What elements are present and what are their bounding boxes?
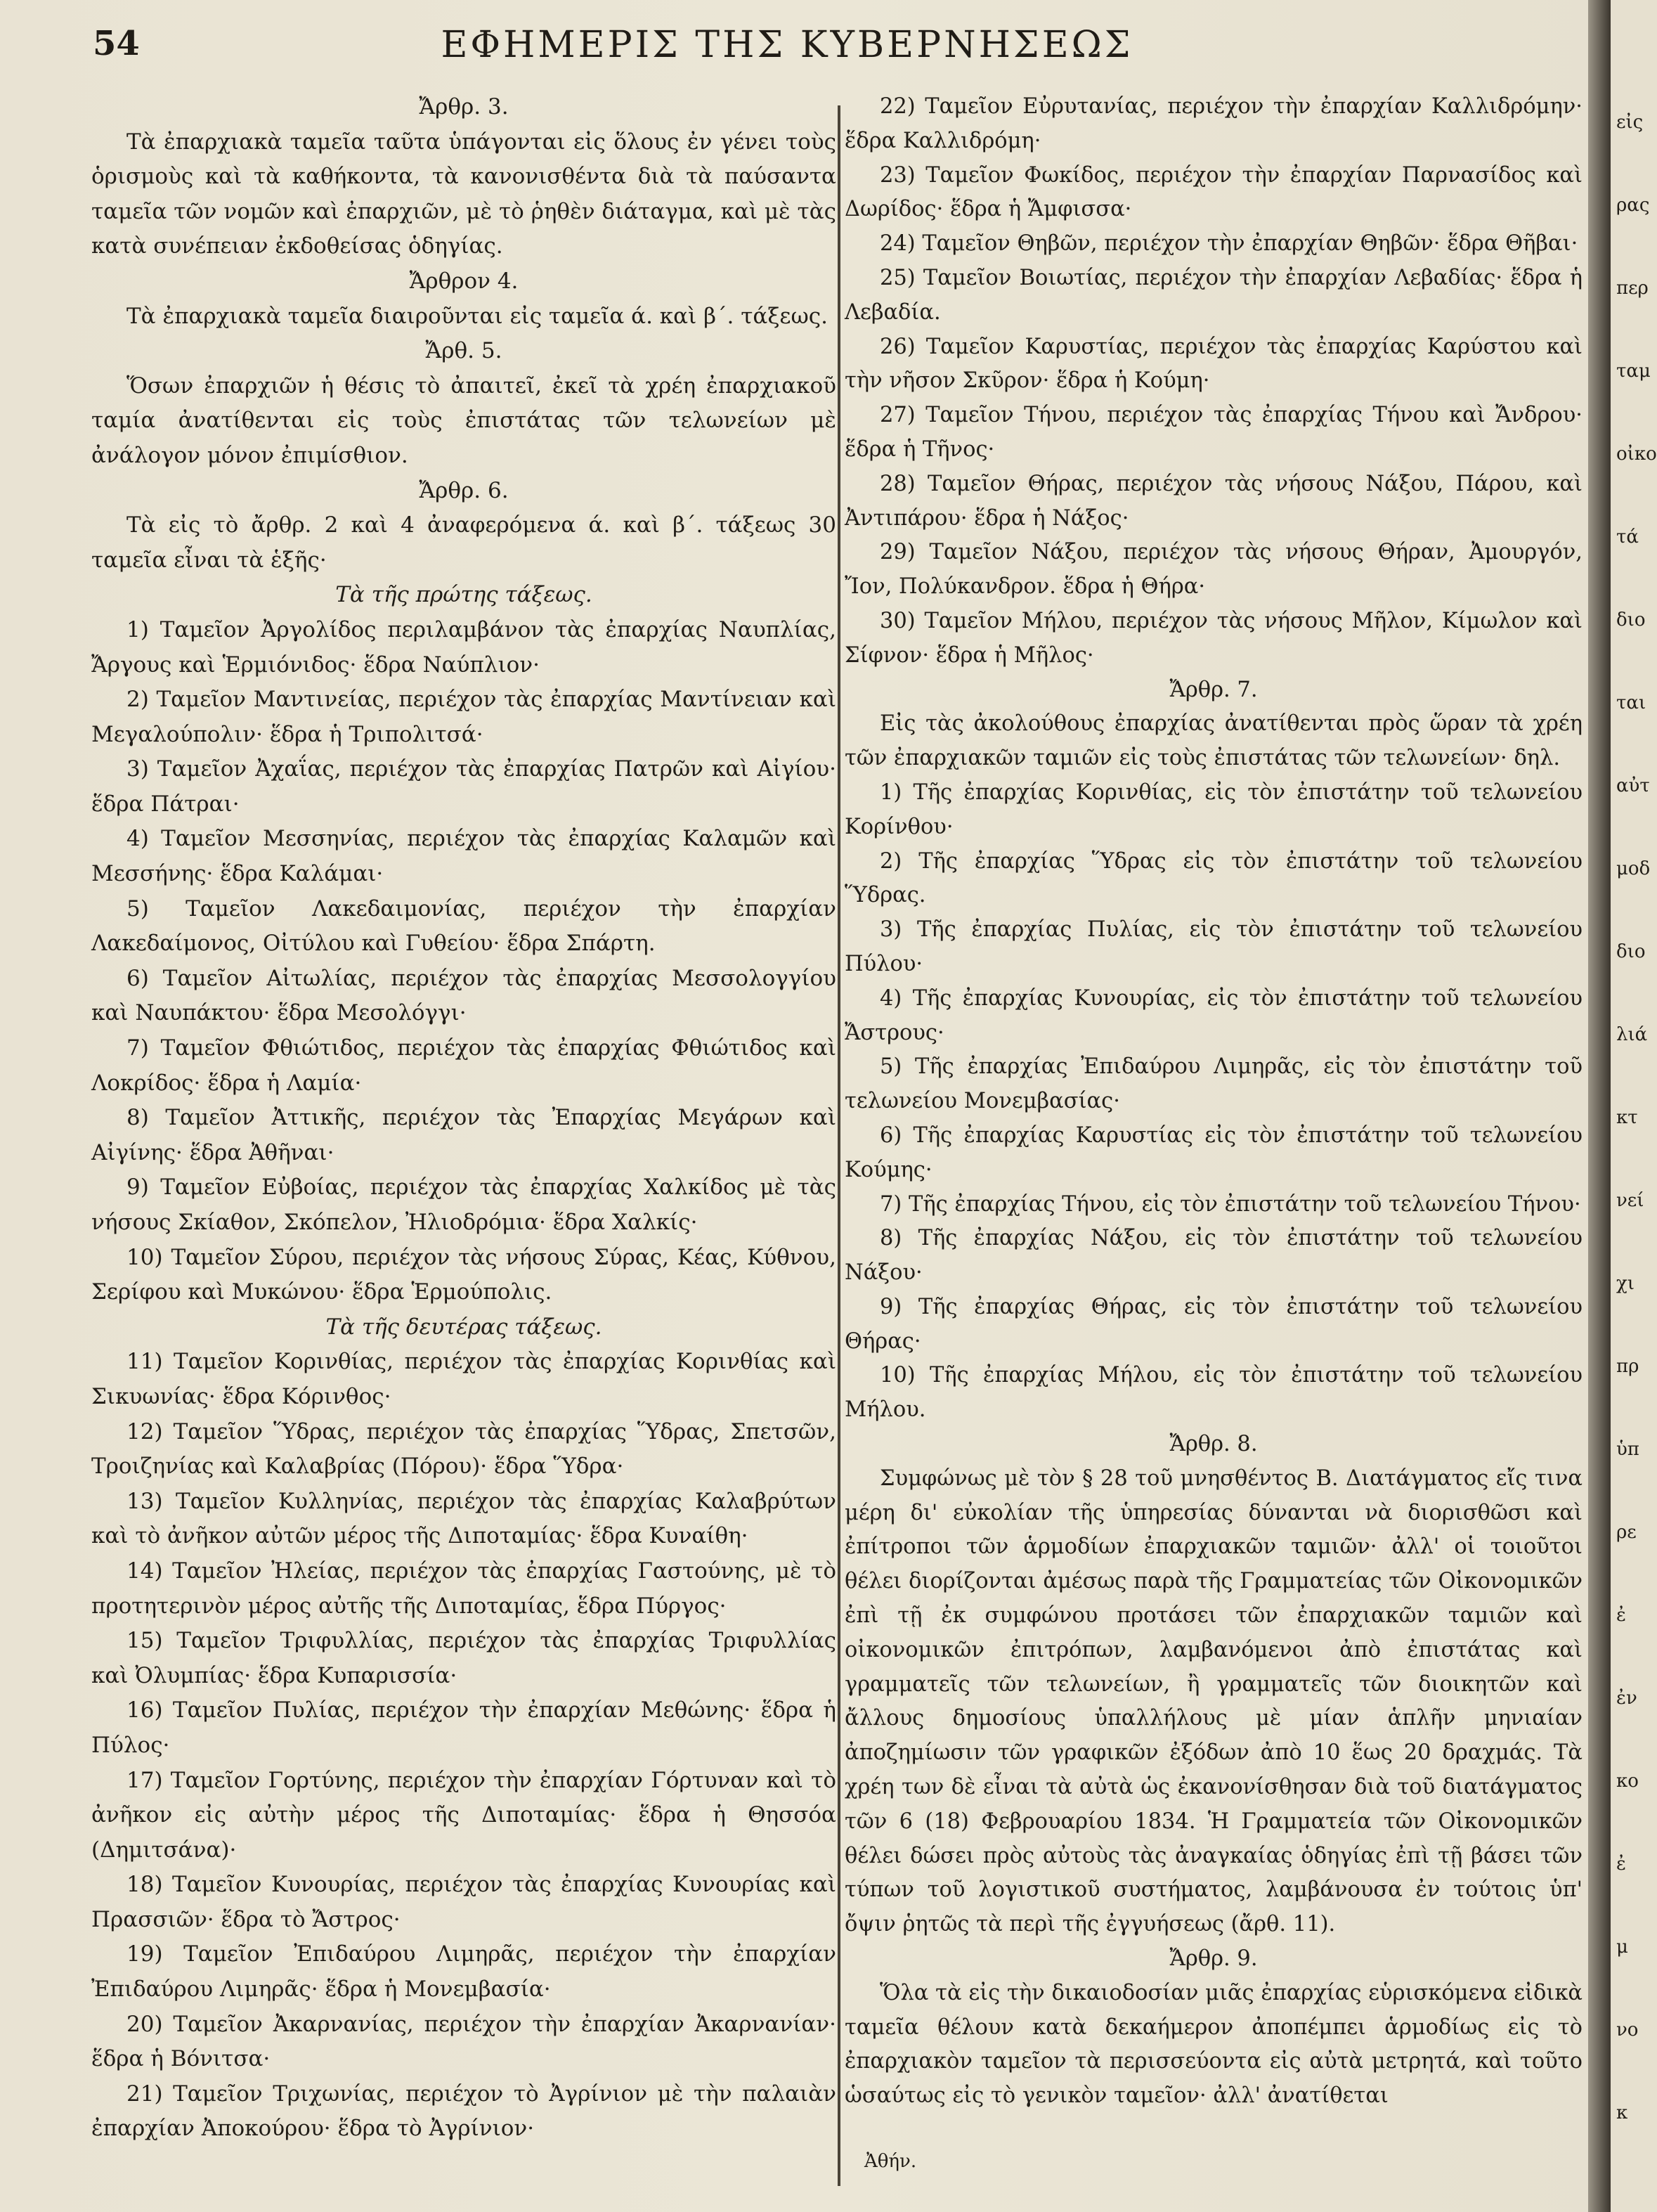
paragraph: 18) Ταμεῖον Κυνουρίας, περιέχον τὰς ἐπαρχίας Κυνουρίας καὶ Πρασσιῶν· ἕδρα τὸ Ἄστρος· [91,1872,836,1932]
paragraph: 24) Ταμεῖον Θηβῶν, περιέχον τὴν ἐπαρχίαν Θηβῶν· ἕδρα Θῆβαι· [880,231,1578,257]
paragraph: 29) Ταμεῖον Νάξου, περιέχον τὰς νήσους Θήραν, Ἀμουργόν, Ἴον, Πολύκανδρον. ἕδρα ἡ Θήρα· [845,540,1583,600]
adjacent-page-text: διο [1616,941,1646,962]
adjacent-page-text: μοδ [1616,858,1651,879]
paragraph: 13) Ταμεῖον Κυλληνίας, περιέχον τὰς ἐπαρχίας Καλαβρύτων καὶ τὸ ἀνῆκον αὐτῶν μέρος τῆς Διποταμίας· ἕδρα Κυναίθη· [91,1488,836,1549]
paragraph: 23) Ταμεῖον Φωκίδος, περιέχον τὴν ἐπαρχίαν Παρνασίδος καὶ Δωρίδος· ἕδρα ἡ Ἄμφισσα· [845,162,1583,222]
paragraph: 4) Ταμεῖον Μεσσηνίας, περιέχον τὰς ἐπαρχίας Καλαμῶν καὶ Μεσσήνης· ἕδρα Καλάμαι· [91,826,836,887]
section-heading: Ἄρθρ. 9. [1169,1946,1258,1972]
adjacent-page-text: ἐ [1616,1854,1626,1875]
column-divider [838,105,840,2186]
paragraph: 11) Ταμεῖον Κορινθίας, περιέχον τὰς ἐπαρχίας Κορινθίας καὶ Σικυωνίας· ἕδρα Κόρινθος· [91,1349,836,1409]
adjacent-page-text: ται [1616,692,1646,713]
page-number: 54 [93,24,140,63]
adjacent-page-text: οἰκο [1616,444,1657,465]
paragraph: Εἰς τὰς ἀκολούθους ἐπαρχίας ἀνατίθενται πρὸς ὥραν τὰ χρέη τῶν ἐπαρχιακῶν ταμιῶν εἰς τοὺς ἐπιστάτας τῶν τελωνείων· δηλ. [845,711,1583,771]
adjacent-page-text: νο [1616,2019,1639,2040]
paragraph: 27) Ταμεῖον Τήνου, περιέχον τὰς ἐπαρχίας Τήνου καὶ Ἄνδρου· ἕδρα ἡ Τῆνος· [845,403,1583,462]
paragraph: 3) Τῆς ἐπαρχίας Πυλίας, εἰς τὸν ἐπιστάτην τοῦ τελωνείου Πύλου· [845,917,1583,976]
paragraph: 19) Ταμεῖον Ἐπιδαύρου Λιμηρᾶς, περιέχον τὴν ἐπαρχίαν Ἐπιδαύρου Λιμηρᾶς· ἕδρα ἡ Μονεμβασία· [91,1941,836,2003]
binding-gutter [1588,0,1611,2212]
running-title: ΕΦΗΜΕΡΙΣ ΤΗΣ ΚΥΒΕΡΝΗΣΕΩΣ [441,24,1133,66]
adjacent-page-text: πρ [1616,1356,1639,1377]
paragraph: Ὅσων ἐπαρχιῶν ἡ θέσις τὸ ἀπαιτεῖ, ἐκεῖ τὰ χρέη ἐπαρχιακοῦ ταμία ἀνατίθενται εἰς τοὺς ἐπιστάτας τῶν τελωνείων μὲ ἀνάλογον μόνον ἐπιμίσθιον. [91,373,836,468]
section-heading: Ἄρθρ. 7. [1169,677,1258,702]
adjacent-page-text: εἰς [1616,112,1644,133]
adjacent-page-text: αὐτ [1616,775,1650,796]
paragraph: 2) Τῆς ἐπαρχίας Ὕδρας εἰς τὸν ἐπιστάτην τοῦ τελωνείου Ὕδρας. [845,848,1583,908]
paragraph: 17) Ταμεῖον Γορτύνης, περιέχον τὴν ἐπαρχίαν Γόρτυναν καὶ τὸ ἀνῆκον εἰς αὐτὴν μέρος τῆς Διποταμίας· ἕδρα ἡ Θησσόα (Δημιτσάνα)· [91,1767,836,1863]
section-heading: Ἄρθρ. 3. [419,94,509,119]
paragraph: 1) Ταμεῖον Ἀργολίδος περιλαμβάνον τὰς ἐπαρχίας Ναυπλίας, Ἄργους καὶ Ἑρμιόνιδος· ἕδρα Ναύπλιον· [91,616,836,678]
paragraph: 26) Ταμεῖον Καρυστίας, περιέχον τὰς ἐπαρχίας Καρύστου καὶ τὴν νῆσον Σκῦρον· ἕδρα ἡ Κούμη· [845,334,1583,394]
paragraph: 12) Ταμεῖον Ὕδρας, περιέχον τὰς ἐπαρχίας Ὕδρας, Σπετσῶν, Τροιζηνίας καὶ Καλαβρίας (Πόρου)· ἕδρα Ὕδρα· [91,1418,836,1480]
paragraph: 15) Ταμεῖον Τριφυλλίας, περιέχον τὰς ἐπαρχίας Τριφυλλίας καὶ Ὀλυμπίας· ἕδρα Κυπαρισσία· [91,1628,836,1688]
paragraph: Τὰ εἰς τὸ ἄρθρ. 2 καὶ 4 ἀναφερόμενα ά. καὶ β΄. τάξεως 30 ταμεῖα εἶναι τὰ ἑξῆς· [91,512,836,573]
paragraph: 16) Ταμεῖον Πυλίας, περιέχον τὴν ἐπαρχίαν Μεθώνης· ἕδρα ἡ Πύλος· [91,1697,836,1758]
paragraph: 3) Ταμεῖον Ἀχαΐας, περιέχον τὰς ἐπαρχίας Πατρῶν καὶ Αἰγίου· ἕδρα Πάτραι· [91,756,836,817]
paragraph: 4) Τῆς ἐπαρχίας Κυνουρίας, εἰς τὸν ἐπιστάτην τοῦ τελωνείου Ἄστρους· [845,985,1583,1045]
adjacent-page-text: κ [1616,2102,1628,2123]
paragraph: 21) Ταμεῖον Τριχωνίας, περιέχον τὸ Ἀγρίνιον μὲ τὴν παλαιὰν ἐπαρχίαν Ἀποκούρου· ἕδρα τὸ Ἀγρίνιον· [91,2081,836,2142]
paragraph: 8) Ταμεῖον Ἀττικῆς, περιέχον τὰς Ἐπαρχίας Μεγάρων καὶ Αἰγίνης· ἕδρα Ἀθῆναι· [91,1105,836,1165]
adjacent-page-text: λιά [1616,1024,1648,1045]
paragraph: Συμφώνως μὲ τὸν § 28 τοῦ μνησθέντος Β. Διατάγματος εἴς τινα μέρη δι' εὐκολίαν τῆς ὑπηρεσίας δύνανται νὰ διορισθῶσι καὶ ἐπίτροποι τῶν ἁρμοδίων ἐπαρχιακῶν ταμιῶν· ἀλλ' οἱ τοιοῦτοι θέλει διορίζονται ἀμέσως παρὰ τῆς Γραμματείας τῶν Οἰκονομικῶν ἐπὶ τῇ ἐκ συμφώνου προτάσει τῶν ἐπαρχιακῶν ταμιῶν καὶ οἰκονομικῶν ἐπιτρόπων, λαμβανόμενοι ἀπὸ ἐπιστάτας καὶ γραμματεῖς τῶν τελωνείων, ἢ γραμματεῖς τῶν διοικητῶν καὶ ἄλλους δημοσίους ὑπαλλήλους μὲ μίαν ἁπλῆν μηνιαίαν ἀποζημίωσιν τῶν γραφικῶν ἐξόδων ἀπὸ 10 ἕως 20 δραχμάς. Τὰ χρέη των δὲ εἶναι τὰ αὐτὰ ὡς ἐκανονίσθησαν διὰ τοῦ διατάγματος τῶν 6 (18) Φεβρουαρίου 1834. Ἡ Γραμματεία τῶν Οἰκονομικῶν θέλει δώσει πρὸς αὐτοὺς τὰς ἀναγκαίας ὁδηγίας ἐπὶ τῇ βάσει τῶν τύπων τοῦ λογιστικοῦ συστήματος, λαμβάνουσα ἐν τούτοις ὑπ' ὄψιν ῥητῶς τὰ περὶ τῆς ἐγγυήσεως (ἄρθ. 11). [845,1466,1583,1937]
paragraph: Τὰ ἐπαρχιακὰ ταμεῖα διαιροῦνται εἰς ταμεῖα ά. καὶ β΄. τάξεως. [126,303,828,329]
adjacent-page-text: περ [1616,278,1649,299]
paragraph: 9) Τῆς ἐπαρχίας Θήρας, εἰς τὸν ἐπιστάτην τοῦ τελωνείου Θήρας· [845,1294,1583,1354]
paragraph: 5) Ταμεῖον Λακεδαιμονίας, περιέχον τὴν ἐπαρχίαν Λακεδαίμονος, Οἰτύλου καὶ Γυθείου· ἕδρα Σπάρτη. [91,895,836,957]
adjacent-page-text: ἐν [1616,1688,1637,1709]
adjacent-page-text: διο [1616,609,1646,630]
signature-fragment: Ἀθήν. [864,2151,917,2172]
paragraph: 6) Τῆς ἐπαρχίας Καρυστίας εἰς τὸν ἐπιστάτην τοῦ τελωνείου Κούμης· [845,1123,1583,1182]
adjacent-page-text: χι [1616,1273,1635,1294]
paragraph: Ὅλα τὰ εἰς τὴν δικαιοδοσίαν μιᾶς ἐπαρχίας εὑρισκόμενα εἰδικὰ ταμεῖα θέλουν κατὰ δεκαήμερον ἀποπέμπει ἁρμοδίως εἰς τὸ ἐπαρχιακὸν ταμεῖον τὰ περισσεύοντα εἰς αὐτὰ μετρητά, καὶ τοῦτο ὡσαύτως εἰς τὸ γενικὸν ταμεῖον· ἀλλ' ἀνατίθεται [845,1980,1583,2109]
section-heading: Τὰ τῆς δευτέρας τάξεως. [325,1314,602,1340]
paragraph: 28) Ταμεῖον Θήρας, περιέχον τὰς νήσους Νάξου, Πάρου, καὶ Ἀντιπάρου· ἕδρα ἡ Νάξος· [845,471,1583,531]
paragraph: Τὰ ἐπαρχιακὰ ταμεῖα ταῦτα ὑπάγονται εἰς ὅλους ἐν γένει τοὺς ὁρισμοὺς καὶ τὰ καθήκοντα, τὰ κανονισθέντα διὰ τὰ παύσαντα ταμεῖα τῶν νομῶν καὶ ἐπαρχιῶν, μὲ τὸ ῥηθὲν διάταγμα, καὶ μὲ τὰς κατὰ συνέπειαν ἐκδοθείσας ὁδηγίας. [91,129,836,259]
paragraph: 7) Τῆς ἐπαρχίας Τήνου, εἰς τὸν ἐπιστάτην τοῦ τελωνείου Τήνου· [880,1191,1581,1217]
paragraph: 30) Ταμεῖον Μήλου, περιέχον τὰς νήσους Μῆλον, Κίμωλον καὶ Σίφνον· ἕδρα ἡ Μῆλος· [845,608,1583,668]
section-heading: Τὰ τῆς πρώτης τάξεως. [335,582,592,608]
paragraph: 2) Ταμεῖον Μαντινείας, περιέχον τὰς ἐπαρχίας Μαντίνειαν καὶ Μεγαλούπολιν· ἕδρα ἡ Τριπολιτσά· [91,687,836,747]
adjacent-page-text: ὑπ [1616,1439,1639,1460]
adjacent-page-text: νεί [1616,1190,1644,1211]
adjacent-page-text: ρε [1616,1522,1637,1543]
paragraph: 6) Ταμεῖον Αἰτωλίας, περιέχον τὰς ἐπαρχίας Μεσσολογγίου καὶ Ναυπάκτου· ἕδρα Μεσολόγγι· [91,965,836,1026]
paragraph: 14) Ταμεῖον Ἠλείας, περιέχον τὰς ἐπαρχίας Γαστούνης, μὲ τὸ προτητερινὸν μέρος αὐτῆς τῆς Διποταμίας, ἕδρα Πύργος· [91,1558,836,1619]
adjacent-page-text: μ [1616,1936,1628,1958]
adjacent-page-text: κτ [1616,1107,1638,1128]
paragraph: 25) Ταμεῖον Βοιωτίας, περιέχον τὴν ἐπαρχίαν Λεβαδίας· ἕδρα ἡ Λεβαδία. [845,265,1583,325]
adjacent-page-text: τά [1616,526,1639,548]
paragraph: 1) Τῆς ἐπαρχίας Κορινθίας, εἰς τὸν ἐπιστάτην τοῦ τελωνείου Κορίνθου· [845,780,1583,839]
paragraph: 20) Ταμεῖον Ἀκαρνανίας, περιέχον τὴν ἐπαρχίαν Ἀκαρνανίαν· ἕδρα ἡ Βόνιτσα· [91,2011,836,2072]
section-heading: Ἄρθρ. 6. [419,477,509,503]
adjacent-page-text: ἐ [1616,1605,1626,1626]
paragraph: 22) Ταμεῖον Εὐρυτανίας, περιέχον τὴν ἐπαρχίαν Καλλιδρόμην· ἕδρα Καλλιδρόμη· [845,94,1583,153]
section-heading: Ἄρθρον 4. [409,268,519,294]
paragraph: 9) Ταμεῖον Εὐβοίας, περιέχον τὰς ἐπαρχίας Χαλκίδος μὲ τὰς νήσους Σκίαθον, Σκόπελον, Ἠλιοδρόμια· ἕδρα Χαλκίς· [91,1175,836,1235]
paragraph: 7) Ταμεῖον Φθιώτιδος, περιέχον τὰς ἐπαρχίας Φθιώτιδος καὶ Λοκρίδος· ἕδρα ἡ Λαμία· [91,1035,836,1096]
section-heading: Ἄρθ. 5. [425,338,502,364]
paragraph: 10) Ταμεῖον Σύρου, περιέχον τὰς νήσους Σύρας, Κέας, Κύθνου, Σερίφου καὶ Μυκώνου· ἕδρα Ἑρμούπολις. [91,1244,836,1305]
paragraph: 10) Τῆς ἐπαρχίας Μήλου, εἰς τὸν ἐπιστάτην τοῦ τελωνείου Μήλου. [845,1363,1583,1423]
section-heading: Ἄρθρ. 8. [1169,1432,1258,1457]
right-column [845,90,1583,2114]
left-column [91,90,836,2147]
paragraph: 8) Τῆς ἐπαρχίας Νάξου, εἰς τὸν ἐπιστάτην τοῦ τελωνείου Νάξου· [845,1226,1583,1286]
adjacent-page-text: κο [1616,1771,1639,1792]
paragraph: 5) Τῆς ἐπαρχίας Ἐπιδαύρου Λιμηρᾶς, εἰς τὸν ἐπιστάτην τοῦ τελωνείου Μονεμβασίας· [845,1054,1583,1114]
adjacent-page-text: ταμ [1616,361,1651,382]
adjacent-page-text: ρας [1616,195,1650,216]
